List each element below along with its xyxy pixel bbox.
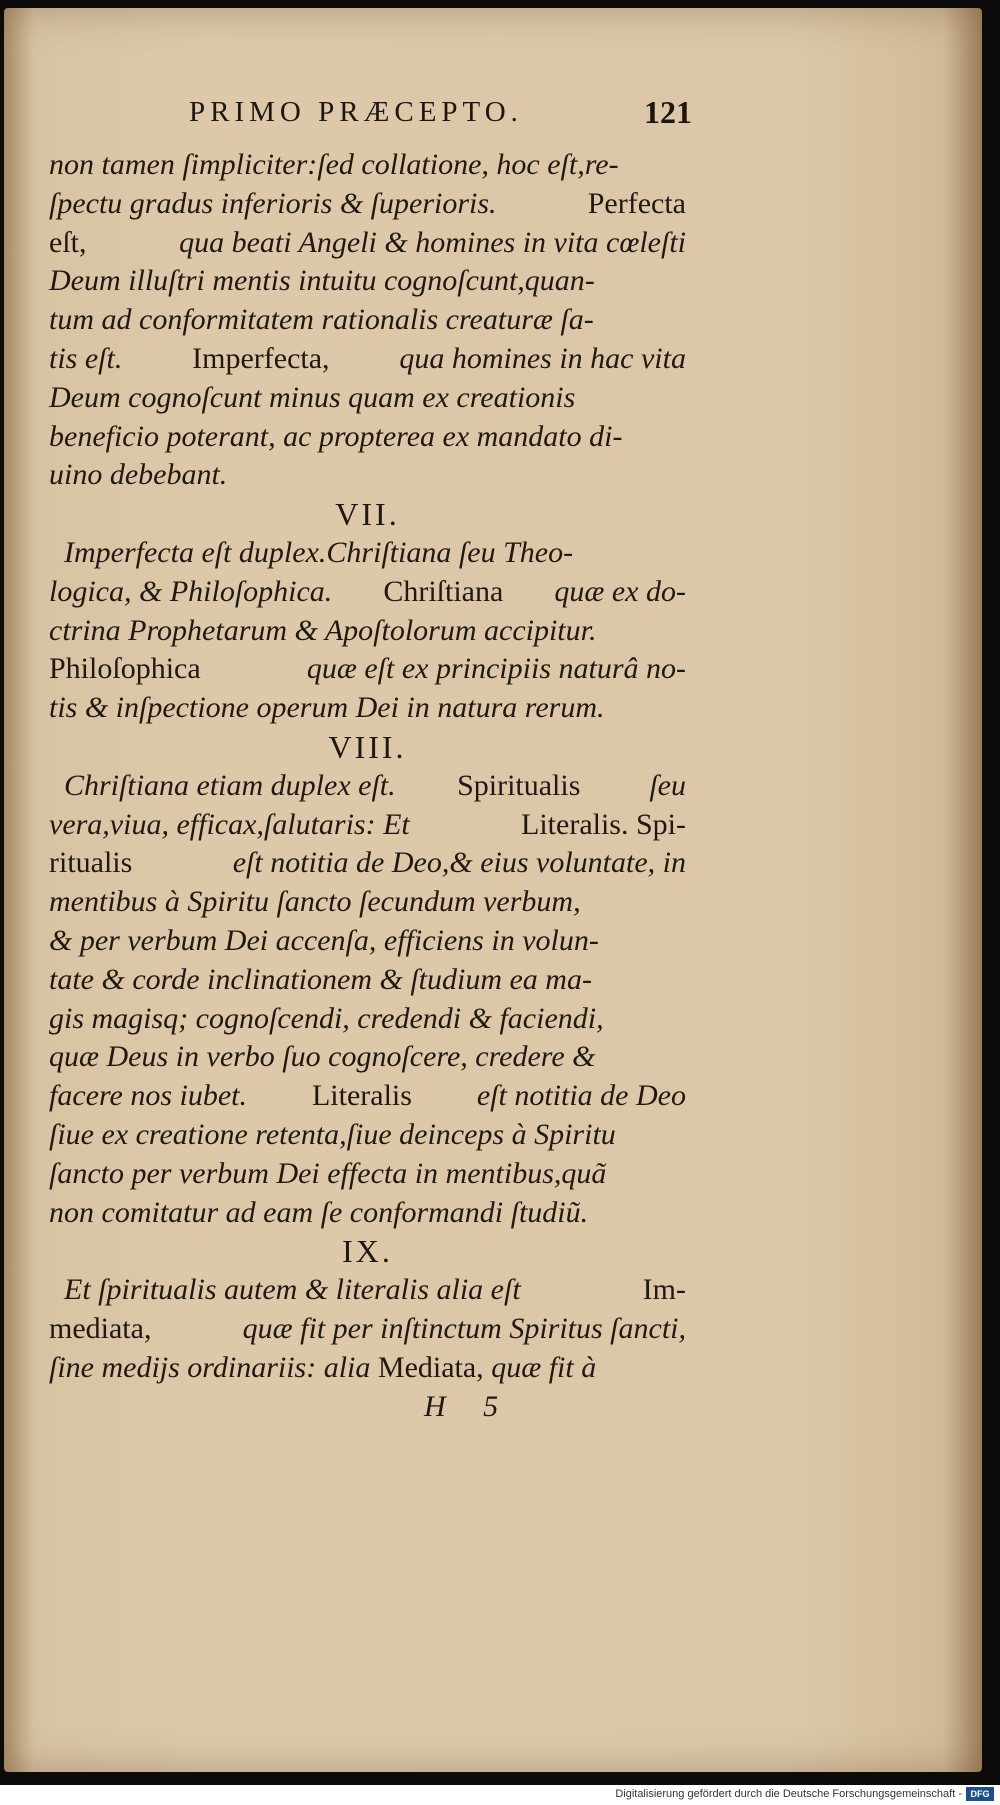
- text-segment: Deum illuſtri mentis intuitu cognoſcunt,quan-: [49, 264, 595, 298]
- text-segment: Literalis: [311, 1079, 420, 1113]
- text-line: [49, 456, 686, 495]
- text-segment: facere nos iubet.: [49, 1079, 255, 1113]
- text-segment: gis magisq; cognoſcendi, credendi & faciendi,: [49, 1001, 604, 1035]
- text-segment: Imperfecta eſt duplex.Chriſtiana ſeu Theo-: [49, 535, 574, 569]
- text-segment: Literalis. Spi-: [521, 807, 686, 841]
- text-line: [49, 1155, 686, 1194]
- text-line: [49, 1077, 686, 1116]
- text-segment: Philoſophica: [49, 652, 209, 686]
- text-segment: eſt,: [49, 225, 94, 259]
- text-segment: beneficio poterant, ac propterea ex mandato di-: [49, 419, 623, 453]
- book-page: [4, 8, 982, 1772]
- text-segment: Spiritualis: [457, 768, 588, 802]
- text-segment: Perfecta: [587, 186, 686, 220]
- text-segment: Deum cognoſcunt minus quam ex creationis: [49, 380, 576, 414]
- section-number: IX.: [342, 1233, 393, 1270]
- section-number: VIII.: [328, 728, 407, 765]
- text-segment: eſt notitia de Deo,& eius voluntate, in: [232, 846, 686, 880]
- text-segment: ctrina Prophetarum & Apoſtolorum accipitur.: [49, 613, 597, 647]
- text-line: [49, 146, 686, 185]
- text-segment: ſancto per verbum Dei effecta in mentibus,quã: [49, 1156, 607, 1190]
- text-line: [49, 883, 686, 922]
- body-text: [49, 146, 686, 1426]
- text-segment: mediata,: [49, 1311, 152, 1345]
- text-segment: quæ Deus in verbo ſuo cognoſcere, credere &: [49, 1040, 596, 1074]
- text-segment: tate & corde inclinationem & ſtudium ea ma-: [49, 962, 592, 996]
- text-line: [49, 1310, 686, 1349]
- text-segment: Mediata,: [377, 1350, 492, 1384]
- text-line: [49, 1116, 686, 1155]
- text-segment: ſine medijs ordinariis: alia: [49, 1350, 378, 1384]
- text-segment: eſt notitia de Deo: [476, 1079, 686, 1113]
- signature-mark: H 5: [424, 1389, 499, 1423]
- text-segment: Im-: [642, 1273, 686, 1307]
- text-segment: Chriſtiana: [383, 574, 511, 608]
- text-line: [49, 301, 686, 340]
- text-line: [49, 612, 686, 651]
- section-number: VII.: [335, 496, 400, 533]
- text-line: [49, 534, 686, 573]
- text-segment: logica, & Philoſophica.: [49, 574, 340, 608]
- text-line: [49, 689, 686, 728]
- text-segment: ſpectu gradus inferioris & ſuperioris.: [49, 186, 505, 220]
- page-header: [4, 96, 982, 146]
- text-segment: tis eſt.: [49, 341, 130, 375]
- text-line: [49, 224, 686, 263]
- text-line: [49, 418, 686, 457]
- text-segment: tis & inſpectione operum Dei in natura rerum.: [49, 691, 605, 725]
- text-segment: quæ fit per inſtinctum Spiritus ſancti,: [242, 1311, 686, 1345]
- text-segment: ritualis: [49, 846, 140, 880]
- text-segment: ſeu: [649, 768, 686, 802]
- text-line: [49, 806, 686, 845]
- running-head: PRIMO PRÆCEPTO.: [189, 96, 523, 128]
- text-segment: quæ eſt ex principiis naturâ no-: [306, 652, 686, 686]
- text-segment: non comitatur ad eam ſe conformandi ſtudiũ.: [49, 1195, 589, 1229]
- text-segment: tum ad conformitatem rationalis creaturæ ſa-: [49, 303, 594, 337]
- dfg-logo: DFG: [966, 1787, 994, 1801]
- page-number: 121: [644, 94, 692, 130]
- text-line: [49, 1038, 686, 1077]
- text-line: [49, 961, 686, 1000]
- text-segment: & per verbum Dei accenſa, efficiens in volun-: [49, 923, 599, 957]
- text-segment: ſiue ex creatione retenta,ſiue deinceps à Spiritu: [49, 1117, 616, 1151]
- text-line: [49, 573, 686, 612]
- text-segment: Imperfecta,: [192, 341, 338, 375]
- text-segment: non tamen ſimpliciter:ſed collatione, hoc eſt,re-: [49, 148, 619, 181]
- text-segment: Et ſpiritualis autem & literalis alia eſt: [49, 1273, 529, 1307]
- text-segment: quæ fit à: [491, 1350, 597, 1384]
- text-line: [49, 650, 686, 689]
- text-line: [49, 1349, 686, 1388]
- digitization-credit: Digitalisierung gefördert durch die Deutsche Forschungsgemeinschaft -: [615, 1788, 962, 1800]
- text-line: [49, 340, 686, 379]
- text-line: [49, 1271, 686, 1310]
- text-line: [49, 379, 686, 418]
- text-line: [49, 922, 686, 961]
- text-segment: mentibus à Spiritu ſancto ſecundum verbum,: [49, 885, 581, 919]
- text-segment: qua homines in hac vita: [399, 341, 686, 375]
- text-segment: vera,viua, efficax,ſalutaris: Et: [49, 807, 418, 841]
- text-line: [49, 1194, 686, 1233]
- text-line: [49, 844, 686, 883]
- text-segment: qua beati Angeli & homines in vita cœleſti: [179, 225, 686, 259]
- text-line: [49, 262, 686, 301]
- text-segment: uino debebant.: [49, 458, 228, 492]
- text-segment: Chriſtiana etiam duplex eſt.: [49, 768, 396, 802]
- text-segment: quæ ex do-: [554, 574, 686, 608]
- text-line: [49, 185, 686, 224]
- text-line: [49, 767, 686, 806]
- text-line: [49, 1000, 686, 1039]
